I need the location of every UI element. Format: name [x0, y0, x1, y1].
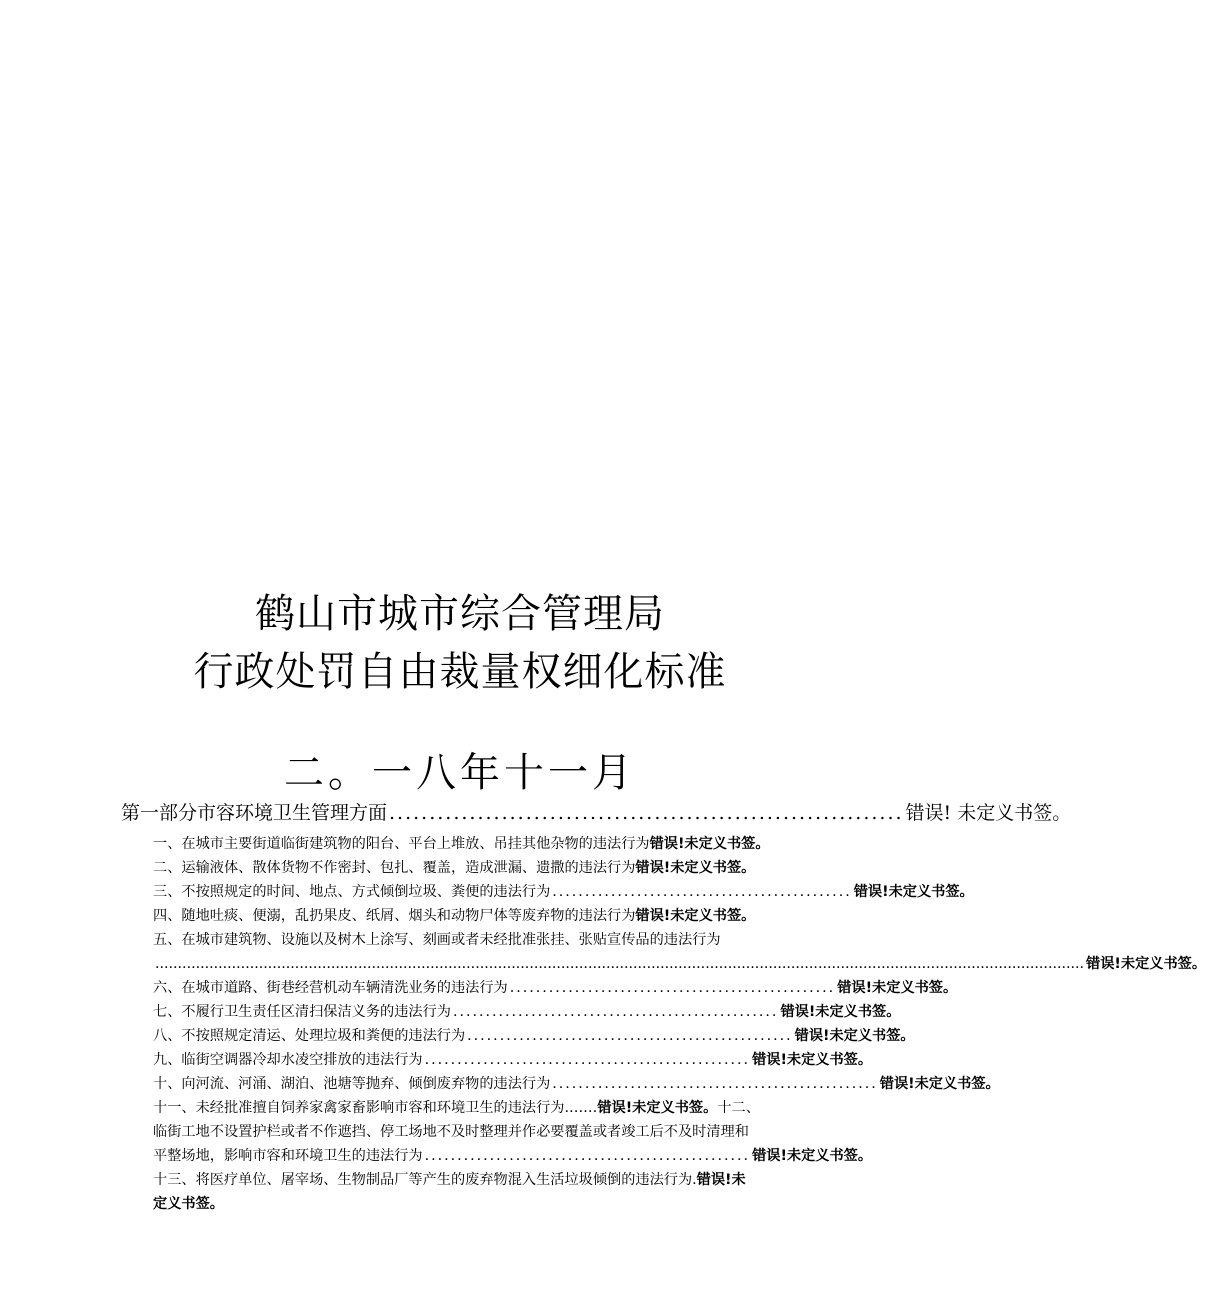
toc-leader: .................................................. [552, 1076, 878, 1092]
toc-entry-text: 二、运输液体、散体货物不作密封、包扎、覆盖，造成泄漏、遗撒的违法行为 [153, 860, 636, 876]
toc-part-one[interactable] [121, 800, 1072, 826]
toc-entry-11[interactable] [153, 1096, 813, 1120]
toc-entry-4[interactable] [153, 904, 811, 928]
toc-entry-5-line-1[interactable]: 五、在城市建筑物、设施以及树木上涂写、刻画或者未经批准张挂、张贴宣传品的违法行为 [153, 932, 721, 948]
toc-entry-7[interactable] [153, 1000, 901, 1024]
toc-entry-3[interactable] [153, 880, 974, 904]
toc-entry-error: 错误!未定义书签。 [837, 980, 958, 996]
toc-entry-text: 一、在城市主要街道临街建筑物的阳台、平台上堆放、吊挂其他杂物的违法行为 [153, 836, 650, 852]
toc-entry-text: 十三、将医疗单位、屠宰场、生物制品厂等产生的废弃物混入生活垃圾倾倒的违法行为. [153, 1172, 697, 1188]
toc-entry-error: 错误!未定义书签。 [780, 1004, 901, 1020]
toc-entry-text: 十一、未经批准擅自饲养家禽家畜影响市容和环境卫生的违法行为. [153, 1100, 569, 1116]
toc-entry-error: 错误!未定义书签。 [649, 836, 770, 852]
toc-leader: .................................................. [452, 1004, 779, 1020]
toc-entry-text: 九、临街空调器冷却水凌空排放的违法行为 [153, 1052, 423, 1068]
toc-entry-text: 六、在城市道路、街巷经营机动车辆清洗业务的违法行为 [153, 980, 508, 996]
toc-entry-error: 错误!未定义书签。 [635, 860, 756, 876]
document-date: 二。一八年十一月 [284, 750, 636, 796]
document-title-line-2: 行政处罚自由裁量权细化标准 [193, 649, 727, 695]
toc-entry-error: 错误!未定义书签。 [879, 1076, 1000, 1092]
toc-leader: .................................................. [424, 1052, 751, 1068]
toc-entry-13-line-2[interactable] [153, 1192, 813, 1216]
toc-entry-error: 错误!未定义书签。 [635, 908, 756, 924]
toc-entry-12-prefix: 十二、 [717, 1100, 760, 1116]
toc-entry-6[interactable] [153, 976, 958, 1000]
toc-entry-error: 错误!未定义书签。 [597, 1100, 718, 1116]
toc-entry-error: 错误!未定义书签。 [752, 1052, 873, 1068]
toc-entry-text: 三、不按照规定的时间、地点、方式倾倒垃圾、粪便的违法行为 [153, 884, 551, 900]
toc-entry-2[interactable] [153, 856, 811, 880]
toc-entry-text: 十、向河流、河涌、湖泊、池塘等抛弃、倾倒废弃物的违法行为 [153, 1076, 551, 1092]
toc-entry-12-line-2[interactable] [153, 1144, 873, 1168]
toc-entry-error: 定义书签。 [153, 1196, 224, 1212]
toc-leader: .................................................. [424, 1148, 751, 1164]
toc-leader: .................................................. [509, 980, 836, 996]
toc-part-one-error: 错误! 未定义书签。 [905, 802, 1072, 824]
toc-entry-13-line-1[interactable] [153, 1168, 813, 1192]
toc-part-one-label: 第一部分市容环境卫生管理方面 [121, 802, 388, 824]
toc-entry-8[interactable] [153, 1024, 915, 1048]
toc-entry-error: 错误!未定义书签。 [794, 1028, 915, 1044]
toc-entry-1[interactable] [153, 832, 811, 856]
toc-entry-error: 错误!未定义书签。 [853, 884, 974, 900]
toc-entry-10[interactable] [153, 1072, 1000, 1096]
toc-leader: ................................................................ [389, 802, 904, 824]
toc-entry-text: 四、随地吐痰、便溺，乱扔果皮、纸屑、烟头和动物尸体等废弃物的违法行为 [153, 908, 636, 924]
toc-entry-text: 平整场地，影响市容和环境卫生的违法行为 [153, 1148, 423, 1164]
toc-entry-error: 错误!未定义书签。 [1086, 956, 1206, 972]
toc-entry-5-line-2[interactable] [153, 952, 1206, 976]
toc-entry-9[interactable] [153, 1048, 873, 1072]
toc-leader: …… [568, 1100, 598, 1116]
toc-entry-12-line-1[interactable]: 临街工地不设置护栏或者不作遮挡、停工场地不及时整理并作必要覆盖或者竣工后不及时清理和 [153, 1124, 749, 1140]
toc-entry-error: 错误!未定义书签。 [752, 1148, 873, 1164]
toc-entry-text: 八、不按照规定清运、处理垃圾和粪便的违法行为 [153, 1028, 466, 1044]
toc-leader: .............................................. [552, 884, 852, 900]
toc-leader: .................................................. [467, 1028, 793, 1044]
toc-entry-text: 七、不履行卫生责任区清扫保洁义务的违法行为 [153, 1004, 451, 1020]
toc-leader: .............................................................................................................................................................................................................. [155, 956, 1085, 972]
toc-entry-error: 错误!未 [696, 1172, 746, 1188]
document-title-line-1: 鹤山市城市综合管理局 [255, 591, 665, 637]
